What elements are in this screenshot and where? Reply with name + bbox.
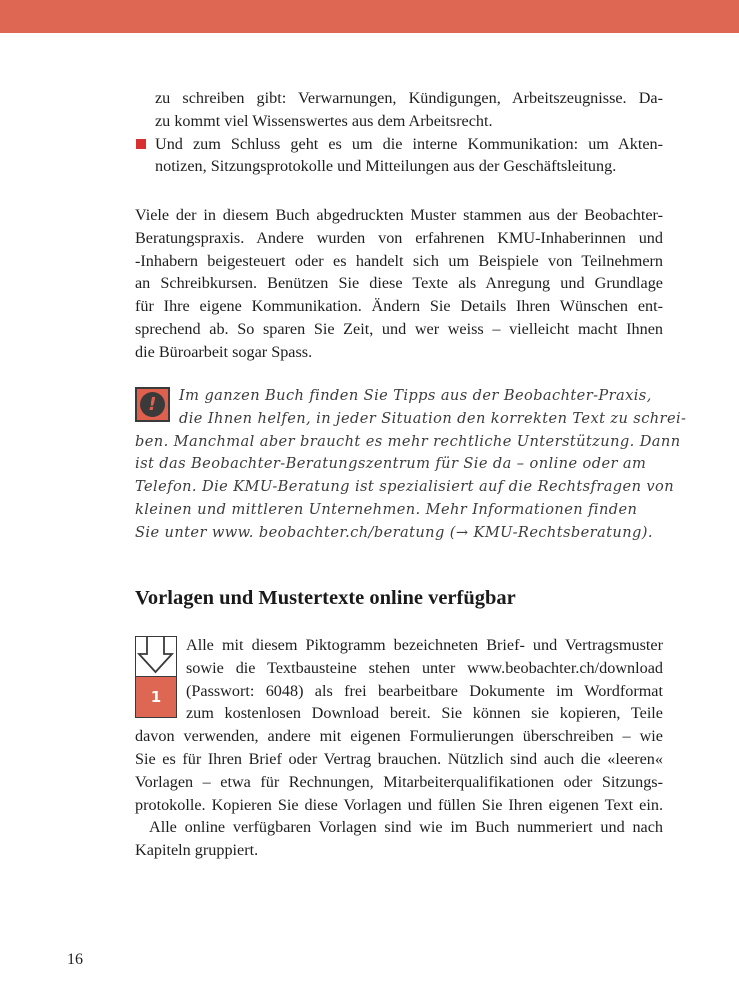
text-line: -Inhabern beigesteuert oder es handelt sich um Beispiele von Teilnehmern [135,251,663,270]
text-line: für Ihre eigene Kommunikation. Ändern Sie Details Ihren Wünschen ent- [135,297,663,316]
text-line: zu schreiben gibt: Verwarnungen, Kündigungen, Arbeitszeugnisse. Da- [155,89,663,107]
tip-line: ist das Beobachter-Beratungszentrum für Sie da – online oder am [135,455,647,473]
bullet-list [135,87,663,178]
text-line: zum kostenlosen Download bereit. Sie können sie kopieren, Teile [186,704,663,723]
text-line: zu kommt viel Wissenswertes aus dem Arbeitsrecht. [155,111,493,130]
page-number: 16 [67,951,83,968]
download-section [135,634,663,862]
header-color-bar [0,0,739,33]
text-line: notizen, Sitzungsprotokolle und Mitteilungen aus der Geschäftsleitung. [155,157,617,176]
text-line: davon verwenden, andere mit eigenen Formulierungen überschreiben – wie [135,727,663,746]
list-item [135,87,663,133]
tip-line: ben. Manchmal aber braucht es mehr rechtliche Unterstützung. Dann [135,432,681,450]
exclamation-icon [135,387,170,422]
text-line: die Büroarbeit sogar Spass. [135,342,313,361]
text-line: Sie es für Ihren Brief oder Vertrag brauchen. Nützlich sind auch die «leeren« [135,749,663,768]
intro-paragraph [135,204,663,364]
text-line: Und zum Schluss geht es um die interne Kommunikation: um Akten- [155,134,663,153]
text-line: Beratungspraxis. Andere wurden von erfahrenen KMU-Inhaberinnen und [135,228,663,247]
exclamation-glyph: ! [140,392,165,417]
text-line: protokolle. Kopieren Sie diese Vorlagen und füllen Sie Ihren eigenen Text ein. [135,795,663,814]
list-item [135,133,663,179]
bullet-square-icon [136,139,146,149]
tip-line: Sie unter www. beobachter.ch/beratung (→ KMU-Rechtsberatung). [135,523,653,541]
tip-line: Telefon. Die KMU-Beratung ist spezialisiert auf die Rechtsfragen von [135,478,675,496]
tip-line: kleinen und mittleren Unternehmen. Mehr Informationen finden [135,500,638,518]
text-line: sowie die Textbausteine stehen unter www.beobachter.ch/download [186,658,663,677]
text-line: sprechend ab. So sparen Sie Zeit, und wer weiss – vielleicht macht Ihnen [135,319,663,338]
text-line: Kapiteln gruppiert. [135,841,259,860]
text-line: Viele der in diesem Buch abgedruckten Muster stammen aus der Beobachter- [135,206,663,224]
text-line: Vorlagen – etwa für Rechnungen, Mitarbeiterqualifikationen oder Sitzungs- [135,772,663,791]
download-arrow-icon [135,636,177,718]
tip-line: Im ganzen Buch finden Sie Tipps aus der Beobachter-Praxis, [179,387,652,404]
text-line: (Passwort: 6048) als frei bearbeitbare Dokumente im Wordformat [186,681,663,700]
text-line: Alle online verfügbaren Vorlagen sind wie im Buch nummeriert und nach [149,818,663,837]
section-heading: Vorlagen und Mustertexte online verfügbar [135,587,516,609]
tip-box [135,385,687,545]
text-line: Alle mit diesem Piktogramm bezeichneten Brief- und Vertragsmuster [186,636,663,654]
template-number: 1 [136,677,176,717]
text-line: an Schreibkursen. Benützen Sie diese Texte als Anregung und Grundlage [135,274,663,293]
tip-line: die Ihnen helfen, in jeder Situation den korrekten Text zu schrei- [179,409,687,427]
